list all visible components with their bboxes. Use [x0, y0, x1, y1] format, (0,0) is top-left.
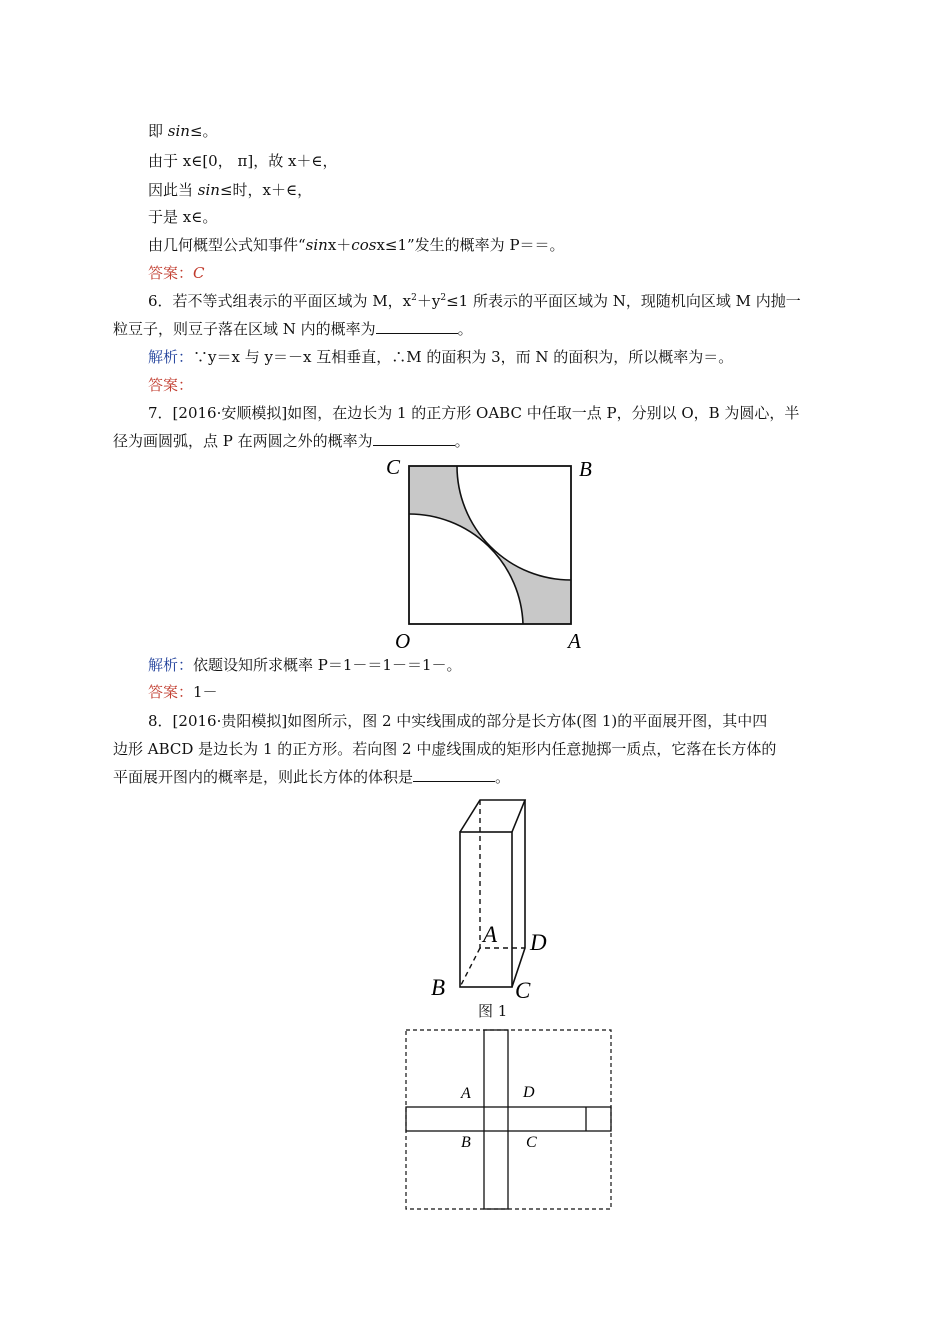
q7-line-2: 径为画圆弧，点 P 在两圆之外的概率为 。 [113, 432, 470, 450]
solution-line-2: 由于 x∈[0， π]，故 x＋∈， [148, 152, 338, 170]
figure-1-cuboid [425, 790, 565, 1005]
q8-line-1: 8．[2016·贵阳模拟]如图所示，图 2 中实线围成的部分是长方体(图 1)的平面展开图，其中四 [148, 712, 768, 730]
front-face [460, 832, 512, 987]
label-A: A [568, 629, 581, 653]
q8-line-3: 平面展开图内的概率是，则此长方体的体积是 。 [113, 768, 511, 786]
answer-blank [376, 319, 458, 334]
label-B: B [579, 457, 592, 481]
vertical-strip [484, 1030, 508, 1209]
arc-centered-B [457, 466, 571, 580]
fig2-label-A: A [461, 1085, 471, 1102]
q8-line-2: 边形 ABCD 是边长为 1 的正方形。若向图 2 中虚线围成的矩形内任意抛掷一质点，它落在长方体的 [113, 740, 777, 758]
q6-line-1: 6．若不等式组表示的平面区域为 M，$x^2+y^2\le 1$ 所表示的平面区域为 N，现随机向区域 M 内抛一 [148, 292, 801, 310]
q7-answer: 答案：1－ [148, 683, 218, 701]
q7-line-1: 7．[2016·安顺模拟]如图，在边长为 1 的正方形 OABC 中任取一点 P，分别以 O，B 为圆心，半 [148, 404, 800, 422]
shaded-region-bottom-right [489, 547, 571, 624]
solution-line-3: 因此当 sin≤时，x＋∈， [148, 181, 313, 199]
q7-solution: 解析：依题设知所求概率 P＝1－＝1－＝1－。 [148, 656, 462, 674]
fig1-label-D: D [530, 930, 547, 955]
answer-5: 答案：C [148, 264, 205, 282]
solution-line-1: 即 sin≤。 [148, 122, 218, 140]
q7-square-figure [380, 450, 610, 655]
solution-line-5: 由几何概型公式知事件“sinx＋cosx≤1”发生的概率为 P＝＝。 [148, 236, 565, 254]
figure-2-net [400, 1025, 620, 1215]
answer-blank [413, 767, 495, 782]
fig2-label-D: D [523, 1084, 535, 1101]
fig1-label-B: B [431, 975, 446, 1000]
label-O: O [395, 629, 411, 653]
fig1-label-C: C [515, 978, 531, 1003]
top-face [460, 800, 525, 832]
label-C: C [386, 455, 401, 479]
fig1-label-A: A [483, 922, 498, 947]
shaded-region-top-left [409, 466, 489, 547]
answer-blank [373, 431, 455, 446]
figure-1-caption: 图 1 [478, 1002, 508, 1020]
q6-solution: 解析：∵y＝x 与 y＝－x 互相垂直，∴M 的面积为 3，而 N 的面积为，所以概率为＝。 [148, 348, 734, 366]
arc-centered-O [409, 514, 523, 624]
fig2-label-B: B [461, 1134, 471, 1151]
q6-answer: 答案： [148, 376, 194, 394]
solution-line-4: 于是 x∈。 [148, 208, 218, 226]
q6-line-2: 粒豆子，则豆子落在区域 N 内的概率为 。 [113, 320, 473, 338]
hidden-edges [460, 800, 525, 987]
fig2-label-C: C [526, 1134, 537, 1151]
